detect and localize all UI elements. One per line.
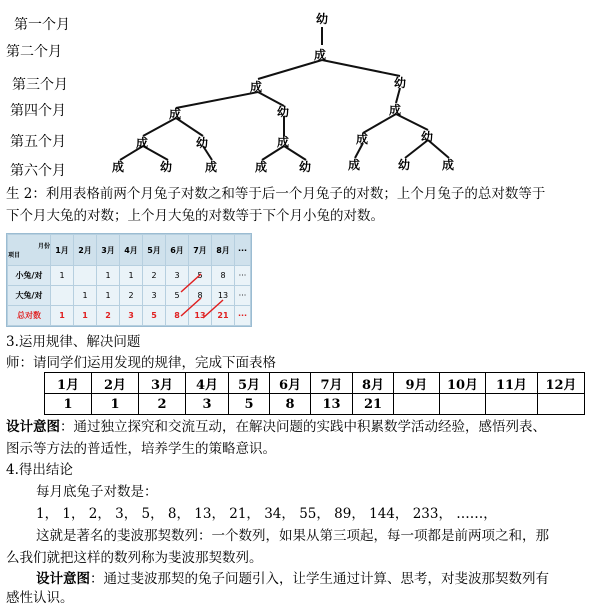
table-cell: 1	[51, 306, 74, 326]
section4-title: 4.得出结论	[6, 462, 73, 478]
month-label-2: 第二个月	[6, 44, 62, 60]
tree-node: 成	[250, 80, 263, 94]
design2-label: 设计意图	[36, 571, 90, 587]
month-value	[538, 394, 585, 415]
month-label-4: 第四个月	[10, 103, 66, 119]
conclusion-line: 每月底兔子对数是：	[36, 484, 158, 500]
month-header: 3月	[97, 235, 120, 266]
table-cell: 3	[143, 286, 166, 306]
table-cell: 5	[166, 286, 189, 306]
para1-line1: 生 2：利用表格前两个月兔子对数之和等于后一个月兔子的对数；上个月兔子的总对数等于	[6, 186, 546, 202]
month-header: 1月	[45, 373, 92, 394]
row-label-big: 大兔/对	[8, 286, 51, 306]
month-header: 2月	[92, 373, 139, 394]
table-cell: 1	[74, 306, 97, 326]
table-cell: ···	[235, 266, 251, 286]
table-cell: 13	[189, 306, 212, 326]
month-header: 5月	[229, 373, 270, 394]
tree-node: 成	[356, 132, 369, 146]
month-value	[486, 394, 538, 415]
table-cell: 13	[212, 286, 235, 306]
month-header: 11月	[486, 373, 538, 394]
design1-line1	[6, 416, 546, 438]
table-cell: ···	[235, 306, 251, 326]
month-header: ···	[235, 235, 251, 266]
month-value: 1	[92, 394, 139, 415]
month-value: 13	[311, 394, 353, 415]
tree-node: 成	[314, 48, 327, 62]
month-header: 10月	[440, 373, 486, 394]
rabbit-count-table-image	[6, 233, 252, 327]
fibonacci-def-line1: 这就是著名的斐波那契数列：一个数列，如果从第三项起，每一项都是前两项之和，那	[36, 528, 549, 544]
row-label-small: 小兔/对	[8, 266, 51, 286]
month-label-3: 第三个月	[12, 77, 68, 93]
rabbit-tree-lines	[0, 0, 589, 185]
tree-node: 幼	[421, 130, 434, 144]
design2-line2: 感性认识。	[6, 590, 74, 606]
table-cell: 8	[166, 306, 189, 326]
fibonacci-def-line2: 么我们就把这样的数列称为斐波那契数列。	[6, 550, 263, 566]
month-label-5: 第五个月	[10, 134, 66, 150]
month-header: 8月	[353, 373, 394, 394]
tree-node: 幼	[299, 160, 312, 174]
table-cell: 8	[212, 266, 235, 286]
tree-node: 成	[277, 135, 290, 149]
tree-node: 幼	[196, 136, 209, 150]
month-label-1: 第一个月	[14, 17, 70, 33]
fibonacci-sequence: 1， 1， 2， 3， 5， 8， 13， 21， 34， 55， 89， 144， 233， ……，	[36, 506, 497, 522]
table-cell: 5	[189, 266, 212, 286]
table-cell: 2	[143, 266, 166, 286]
table-cell: 1	[51, 266, 74, 286]
table-cell: 2	[97, 306, 120, 326]
month-value: 8	[270, 394, 311, 415]
month-label-6: 第六个月	[10, 163, 66, 179]
tree-node: 成	[205, 160, 218, 174]
month-header: 4月	[120, 235, 143, 266]
design2-line1	[36, 568, 549, 590]
design1-text: ：通过独立探究和交流互动，在解决问题的实践中积累数学活动经验，感悟列表、	[60, 419, 546, 435]
table-cell: 5	[143, 306, 166, 326]
month-header: 9月	[394, 373, 440, 394]
para1-line2: 下个月大兔的对数；上个月大兔的对数等于下个月小兔的对数。	[6, 208, 384, 224]
month-header: 4月	[186, 373, 229, 394]
table-cell: 3	[120, 306, 143, 326]
section3-title: 3.运用规律、解决问题	[6, 334, 141, 350]
teacher-instruction: 师：请同学们运用发现的规律，完成下面表格	[6, 355, 276, 371]
month-header: 1月	[51, 235, 74, 266]
month-header: 6月	[270, 373, 311, 394]
month-value: 21	[353, 394, 394, 415]
table-cell: 1	[97, 266, 120, 286]
table-cell: 1	[120, 266, 143, 286]
month-value	[394, 394, 440, 415]
table-cell: 2	[120, 286, 143, 306]
month-value: 1	[45, 394, 92, 415]
table-cell: 3	[166, 266, 189, 286]
table-cell: 1	[74, 286, 97, 306]
month-value: 2	[139, 394, 186, 415]
month-header: 6月	[166, 235, 189, 266]
tree-node: 成	[112, 160, 125, 174]
month-value	[440, 394, 486, 415]
tree-node: 成	[442, 158, 455, 172]
tree-node: 成	[169, 107, 182, 121]
tree-node: 成	[389, 103, 402, 117]
tree-node: 成	[136, 136, 149, 150]
table-corner: 月份 项目	[8, 235, 51, 266]
tree-node: 幼	[160, 160, 173, 174]
month-header: 2月	[74, 235, 97, 266]
table-cell: ···	[235, 286, 251, 306]
month-header: 12月	[538, 373, 585, 394]
tree-node: 幼	[277, 105, 290, 119]
row-label-total: 总对数	[8, 306, 51, 326]
month-header: 5月	[143, 235, 166, 266]
month-header: 7月	[311, 373, 353, 394]
tree-node: 幼	[394, 76, 407, 90]
month-header: 8月	[212, 235, 235, 266]
month-header: 3月	[139, 373, 186, 394]
tree-node: 成	[348, 158, 361, 172]
tree-node: 幼	[398, 158, 411, 172]
design1-line2: 图示等方法的普适性，培养学生的策略意识。	[6, 441, 276, 457]
red-arrows	[7, 234, 251, 326]
table-cell: 8	[189, 286, 212, 306]
design2-text: ：通过斐波那契的兔子问题引入，让学生通过计算、思考，对斐波那契数列有	[90, 571, 549, 587]
tree-node: 幼	[316, 12, 329, 26]
table-cell: 1	[97, 286, 120, 306]
month-value: 3	[186, 394, 229, 415]
design1-label: 设计意图	[6, 419, 60, 435]
month-table	[44, 372, 585, 415]
table-cell: 21	[212, 306, 235, 326]
tree-node: 成	[255, 160, 268, 174]
month-value: 5	[229, 394, 270, 415]
month-header: 7月	[189, 235, 212, 266]
